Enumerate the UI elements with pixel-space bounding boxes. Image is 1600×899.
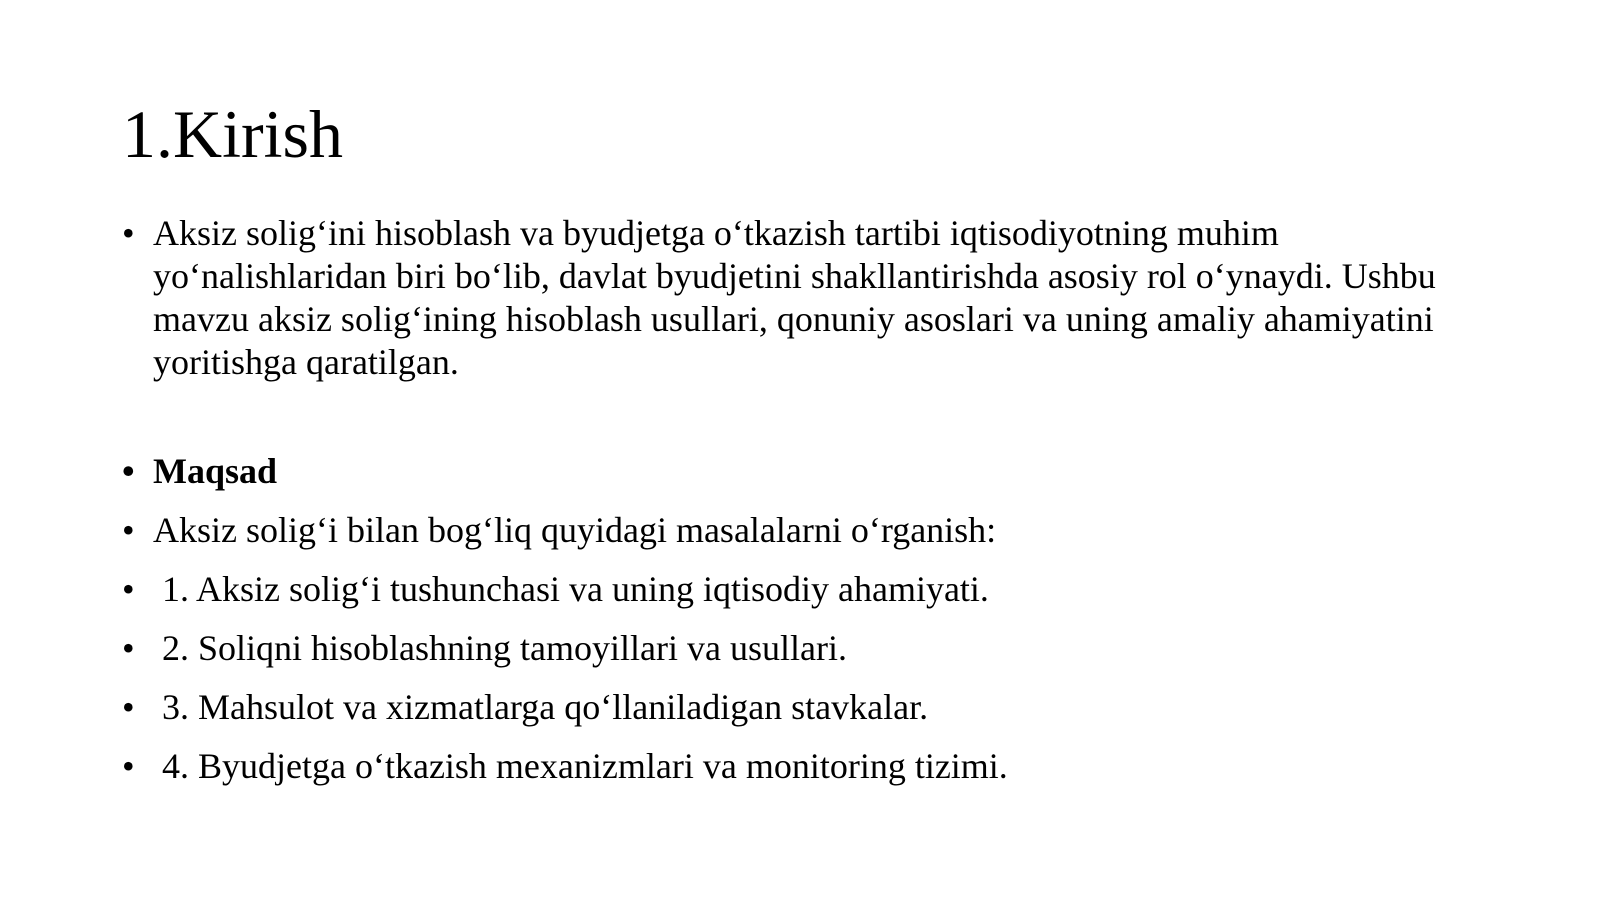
bullet-text: 3. Mahsulot va xizmatlarga qo‘llaniladigan stavkalar. xyxy=(153,687,929,727)
bullet-intro xyxy=(122,212,1482,384)
bullet-goal-heading xyxy=(122,442,1482,501)
bullet-dot-icon: • xyxy=(122,510,135,550)
bullet-dot-icon: • xyxy=(122,569,135,609)
bullet-dot-icon: • xyxy=(122,746,135,786)
bullet-goal-item-2 xyxy=(122,619,1482,678)
bullet-goal-lead xyxy=(122,501,1482,560)
bullet-dot-icon: • xyxy=(122,628,135,668)
bullet-goal-item-4 xyxy=(122,737,1482,796)
slide-title: 1.Kirish xyxy=(122,96,343,172)
bullet-text: 2. Soliqni hisoblashning tamoyillari va usullari. xyxy=(153,628,847,668)
bullet-text: 1. Aksiz solig‘i tushunchasi va uning iqtisodiy ahamiyati. xyxy=(153,569,989,609)
bullet-dot-icon: • xyxy=(122,451,135,491)
bullet-dot-icon: • xyxy=(122,687,135,727)
bullet-list xyxy=(122,212,1482,796)
bullet-text: Aksiz solig‘i bilan bog‘liq quyidagi masalalarni o‘rganish: xyxy=(153,510,997,550)
bullet-goal-item-1 xyxy=(122,560,1482,619)
bullet-dot-icon: • xyxy=(122,213,135,253)
bullet-text: 4. Byudjetga o‘tkazish mexanizmlari va monitoring tizimi. xyxy=(153,746,1008,786)
bullet-goal-item-3 xyxy=(122,678,1482,737)
bullet-text: Maqsad xyxy=(153,451,278,491)
bullet-text: Aksiz solig‘ini hisoblash va byudjetga o‘tkazish tartibi iqtisodiyotning muhim yo‘nalishlaridan biri bo‘lib, davlat byudjetini shakllantirishda asosiy rol o‘ynaydi. Ushbu mavzu aksiz solig‘ining hisoblash usullari, qonuniy asoslari va uning amaliy ahamiyatini yoritishga qaratilgan. xyxy=(153,213,1436,382)
